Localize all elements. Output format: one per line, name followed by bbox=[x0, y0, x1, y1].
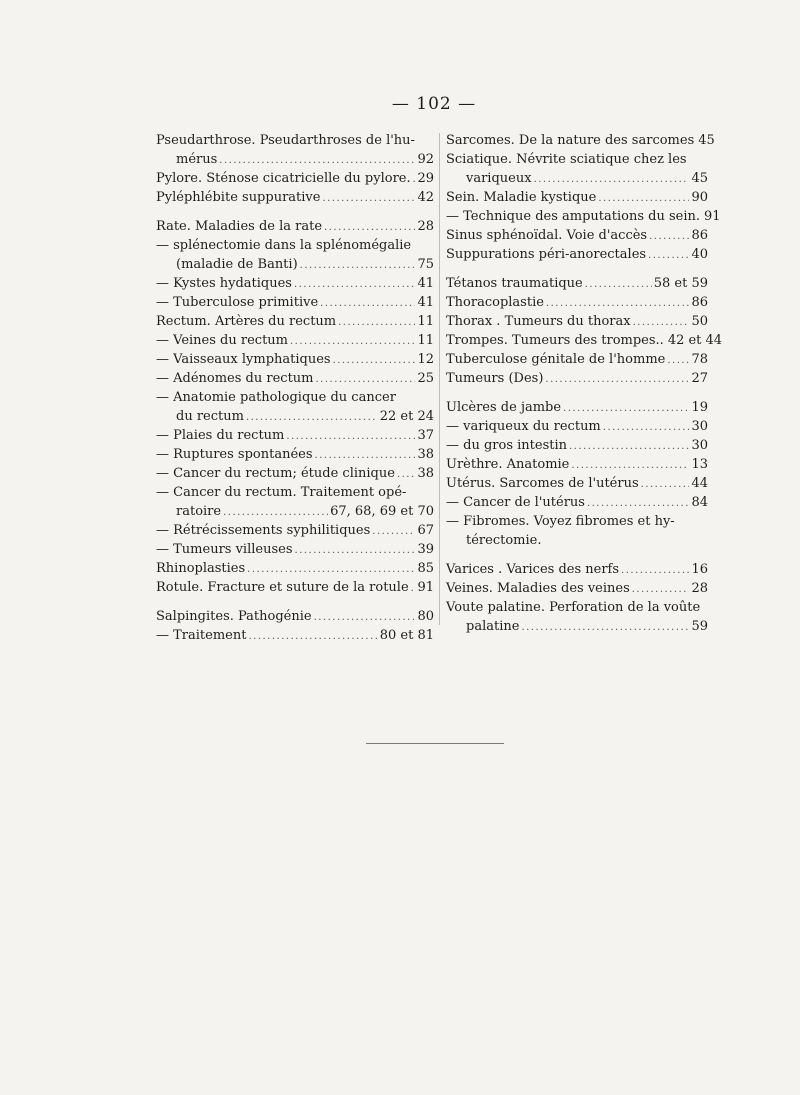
entry-page: 38 bbox=[417, 466, 434, 481]
index-entry bbox=[156, 578, 434, 597]
entry-text: — Veines du rectum bbox=[156, 333, 288, 348]
index-entry bbox=[446, 169, 708, 188]
spacer bbox=[446, 264, 708, 274]
entry-page: 42 et 44 bbox=[667, 333, 723, 348]
entry-page: 27 bbox=[691, 371, 708, 386]
entry-text: — Anatomie pathologique du cancer bbox=[156, 390, 396, 405]
entry-page: 85 bbox=[417, 561, 434, 576]
index-entry bbox=[446, 560, 708, 579]
index-entry bbox=[446, 369, 708, 388]
entry-page: 28 bbox=[417, 219, 434, 234]
entry-text: — Adénomes du rectum bbox=[156, 371, 314, 386]
entry-page: 38 bbox=[417, 447, 434, 462]
entry-text: Veines. Maladies des veines bbox=[446, 581, 630, 596]
leader-dots bbox=[521, 618, 689, 637]
entry-page: 42 bbox=[417, 190, 434, 205]
leader-dots bbox=[372, 522, 415, 541]
entry-text: — Kystes hydatiques bbox=[156, 276, 292, 291]
index-entry bbox=[446, 150, 708, 169]
index-entry bbox=[446, 474, 708, 493]
entry-page: 59 bbox=[691, 619, 708, 634]
leader-dots bbox=[286, 427, 415, 446]
leader-dots bbox=[247, 560, 415, 579]
leader-dots bbox=[411, 579, 416, 598]
index-entry bbox=[156, 502, 434, 521]
leader-dots bbox=[632, 580, 690, 599]
entry-text: — Vaisseaux lymphatiques bbox=[156, 352, 331, 367]
index-column-left bbox=[156, 131, 434, 645]
entry-page: 28 bbox=[691, 581, 708, 596]
column-divider bbox=[439, 133, 440, 625]
entry-page: 80 et 81 bbox=[379, 628, 434, 643]
index-entry bbox=[446, 531, 708, 550]
entry-text: Trompes. Tumeurs des trompes.. bbox=[446, 333, 664, 348]
index-entry bbox=[446, 417, 708, 436]
index-entry bbox=[156, 350, 434, 369]
leader-dots bbox=[300, 256, 416, 275]
entry-page: 86 bbox=[691, 295, 708, 310]
leader-dots bbox=[621, 561, 689, 580]
spacer bbox=[446, 388, 708, 398]
leader-dots bbox=[545, 370, 689, 389]
entry-text: Thorax . Tumeurs du thorax bbox=[446, 314, 631, 329]
entry-page: 30 bbox=[691, 419, 708, 434]
entry-text: (maladie de Banti) bbox=[176, 257, 298, 272]
index-entry bbox=[156, 236, 434, 255]
spacer bbox=[156, 597, 434, 607]
entry-text: — du gros intestin bbox=[446, 438, 567, 453]
leader-dots bbox=[587, 494, 690, 513]
leader-dots bbox=[598, 189, 689, 208]
entry-text: Sarcomes. De la nature des sarcomes bbox=[446, 133, 695, 148]
entry-page: 13 bbox=[691, 457, 708, 472]
index-entry bbox=[446, 274, 708, 293]
leader-dots bbox=[324, 218, 415, 237]
entry-page: 40 bbox=[691, 247, 708, 262]
index-entry bbox=[446, 398, 708, 417]
entry-page: 58 et 59 bbox=[653, 276, 708, 291]
leader-dots bbox=[333, 351, 416, 370]
index-entry bbox=[156, 274, 434, 293]
leader-dots bbox=[320, 294, 415, 313]
leader-dots bbox=[295, 541, 416, 560]
entry-text: — Rétrécissements syphilitiques bbox=[156, 523, 371, 538]
leader-dots bbox=[571, 456, 689, 475]
leader-dots bbox=[546, 294, 690, 313]
entry-page: 19 bbox=[691, 400, 708, 415]
index-entry bbox=[446, 350, 708, 369]
entry-text: — Tuberculose primitive bbox=[156, 295, 319, 310]
index-entry bbox=[446, 188, 708, 207]
leader-dots bbox=[397, 465, 416, 484]
index-entry bbox=[446, 617, 708, 636]
leader-dots bbox=[563, 399, 689, 418]
entry-text: — Plaies du rectum bbox=[156, 428, 285, 443]
entry-page: 22 et 24 bbox=[379, 409, 434, 424]
index-entry bbox=[156, 559, 434, 578]
leader-dots bbox=[569, 437, 689, 456]
entry-text: Rectum. Artères du rectum bbox=[156, 314, 337, 329]
entry-text: — Tumeurs villeuses bbox=[156, 542, 293, 557]
entry-page: 45 bbox=[698, 133, 715, 148]
index-entry bbox=[156, 293, 434, 312]
entry-text: Tétanos traumatique bbox=[446, 276, 583, 291]
entry-page: 92 bbox=[417, 152, 434, 167]
entry-text: Pyléphlébite suppurative bbox=[156, 190, 321, 205]
leader-dots bbox=[248, 627, 377, 646]
index-entry bbox=[156, 445, 434, 464]
index-entry bbox=[446, 331, 723, 350]
entry-page: 91 bbox=[417, 580, 434, 595]
entry-page: 50 bbox=[691, 314, 708, 329]
index-entry bbox=[156, 483, 434, 502]
index-entry bbox=[156, 331, 434, 350]
entry-text: — Fibromes. Voyez fibromes et hy- bbox=[446, 514, 675, 529]
spacer bbox=[156, 207, 434, 217]
entry-page: 90 bbox=[691, 190, 708, 205]
leader-dots bbox=[223, 503, 328, 522]
entry-text: — Traitement bbox=[156, 628, 247, 643]
leader-dots bbox=[315, 446, 416, 465]
entry-text: térectomie. bbox=[466, 533, 542, 548]
entry-text: — Technique des amputations du sein. bbox=[446, 209, 700, 224]
leader-dots bbox=[648, 246, 689, 265]
index-entry bbox=[446, 245, 708, 264]
leader-dots bbox=[534, 170, 690, 189]
entry-text: Ulcères de jambe bbox=[446, 400, 562, 415]
entry-page: 86 bbox=[691, 228, 708, 243]
index-entry bbox=[156, 426, 434, 445]
leader-dots bbox=[603, 418, 690, 437]
index-entry bbox=[446, 512, 708, 531]
index-entry bbox=[156, 388, 434, 407]
entry-text: Tumeurs (Des) bbox=[446, 371, 544, 386]
entry-page: 67, 68, 69 et 70 bbox=[330, 504, 434, 519]
index-entry bbox=[156, 540, 434, 559]
index-entry bbox=[446, 312, 708, 331]
spacer bbox=[446, 550, 708, 560]
entry-text: palatine bbox=[466, 619, 520, 634]
entry-text: — variqueux du rectum bbox=[446, 419, 601, 434]
entry-text: Varices . Varices des nerfs bbox=[446, 562, 620, 577]
index-entry bbox=[446, 293, 708, 312]
leader-dots bbox=[314, 608, 416, 627]
index-entry bbox=[446, 207, 721, 226]
leader-dots bbox=[633, 313, 690, 332]
entry-page: 78 bbox=[691, 352, 708, 367]
entry-text: ratoire bbox=[176, 504, 222, 519]
index-entry bbox=[446, 579, 708, 598]
entry-page: 91 bbox=[704, 209, 721, 224]
entry-text: Pylore. Sténose cicatricielle du pylore. bbox=[156, 171, 411, 186]
entry-page: 44 bbox=[691, 476, 708, 491]
index-entry bbox=[156, 369, 434, 388]
entry-text: Sciatique. Névrite sciatique chez les bbox=[446, 152, 687, 167]
index-column-right bbox=[446, 131, 723, 636]
entry-text: du rectum bbox=[176, 409, 244, 424]
entry-text: Tuberculose génitale de l'homme bbox=[446, 352, 666, 367]
entry-text: Utérus. Sarcomes de l'utérus bbox=[446, 476, 639, 491]
leader-dots bbox=[322, 189, 415, 208]
entry-text: — Cancer de l'utérus bbox=[446, 495, 585, 510]
leader-dots bbox=[316, 370, 416, 389]
entry-text: Voute palatine. Perforation de la voûte bbox=[446, 600, 701, 615]
entry-page: 41 bbox=[417, 276, 434, 291]
entry-text: Sinus sphénoïdal. Voie d'accès bbox=[446, 228, 648, 243]
entry-text: Salpingites. Pathogénie bbox=[156, 609, 312, 624]
entry-text: — Cancer du rectum. Traitement opé- bbox=[156, 485, 407, 500]
leader-dots bbox=[219, 151, 415, 170]
entry-text: — splénectomie dans la splénomégalie bbox=[156, 238, 412, 253]
index-entry bbox=[156, 521, 434, 540]
entry-text: Pseudarthrose. Pseudarthroses de l'hu- bbox=[156, 133, 415, 148]
entry-page: 30 bbox=[691, 438, 708, 453]
page-number: — 102 — bbox=[391, 94, 477, 114]
entry-page: 11 bbox=[417, 314, 434, 329]
entry-page: 80 bbox=[417, 609, 434, 624]
entry-text: Urèthre. Anatomie bbox=[446, 457, 570, 472]
entry-text: Suppurations péri-anorectales bbox=[446, 247, 647, 262]
index-entry bbox=[156, 607, 434, 626]
leader-dots bbox=[641, 475, 690, 494]
index-entry bbox=[156, 169, 434, 188]
index-entry bbox=[156, 312, 434, 331]
entry-text: mérus bbox=[176, 152, 218, 167]
index-entry bbox=[446, 455, 708, 474]
index-entry bbox=[156, 626, 434, 645]
entry-page: 29 bbox=[417, 171, 434, 186]
entry-text: Thoracoplastie bbox=[446, 295, 544, 310]
entry-page: 25 bbox=[417, 371, 434, 386]
index-entry bbox=[156, 464, 434, 483]
index-entry bbox=[446, 598, 708, 617]
entry-page: 12 bbox=[417, 352, 434, 367]
index-entry bbox=[156, 150, 434, 169]
entry-page: 67 bbox=[417, 523, 434, 538]
entry-page: 41 bbox=[417, 295, 434, 310]
entry-text: Rate. Maladies de la rate bbox=[156, 219, 323, 234]
index-entry bbox=[156, 217, 434, 236]
leader-dots bbox=[290, 332, 415, 351]
entry-text: Rhinoplasties bbox=[156, 561, 246, 576]
index-entry bbox=[446, 436, 708, 455]
leader-dots bbox=[294, 275, 415, 294]
leader-dots bbox=[246, 408, 378, 427]
index-entry bbox=[156, 188, 434, 207]
entry-page: 11 bbox=[417, 333, 434, 348]
index-entry bbox=[156, 255, 434, 274]
leader-dots bbox=[413, 170, 416, 189]
entry-page: 37 bbox=[417, 428, 434, 443]
index-entry bbox=[446, 493, 708, 512]
entry-page: 45 bbox=[691, 171, 708, 186]
entry-text: — Cancer du rectum; étude clinique bbox=[156, 466, 395, 481]
index-entry bbox=[156, 131, 434, 150]
entry-page: 39 bbox=[417, 542, 434, 557]
index-entry bbox=[446, 131, 715, 150]
entry-page: 84 bbox=[691, 495, 708, 510]
index-entry bbox=[446, 226, 708, 245]
entry-page: 75 bbox=[417, 257, 434, 272]
leader-dots bbox=[667, 351, 689, 370]
leader-dots bbox=[649, 227, 689, 246]
entry-text: Sein. Maladie kystique bbox=[446, 190, 597, 205]
leader-dots bbox=[585, 275, 652, 294]
leader-dots bbox=[338, 313, 415, 332]
entry-page: 16 bbox=[691, 562, 708, 577]
entry-text: Rotule. Fracture et suture de la rotule bbox=[156, 580, 409, 595]
index-entry bbox=[156, 407, 434, 426]
entry-text: variqueux bbox=[466, 171, 532, 186]
entry-text: — Ruptures spontanées bbox=[156, 447, 313, 462]
closing-rule bbox=[366, 743, 504, 744]
